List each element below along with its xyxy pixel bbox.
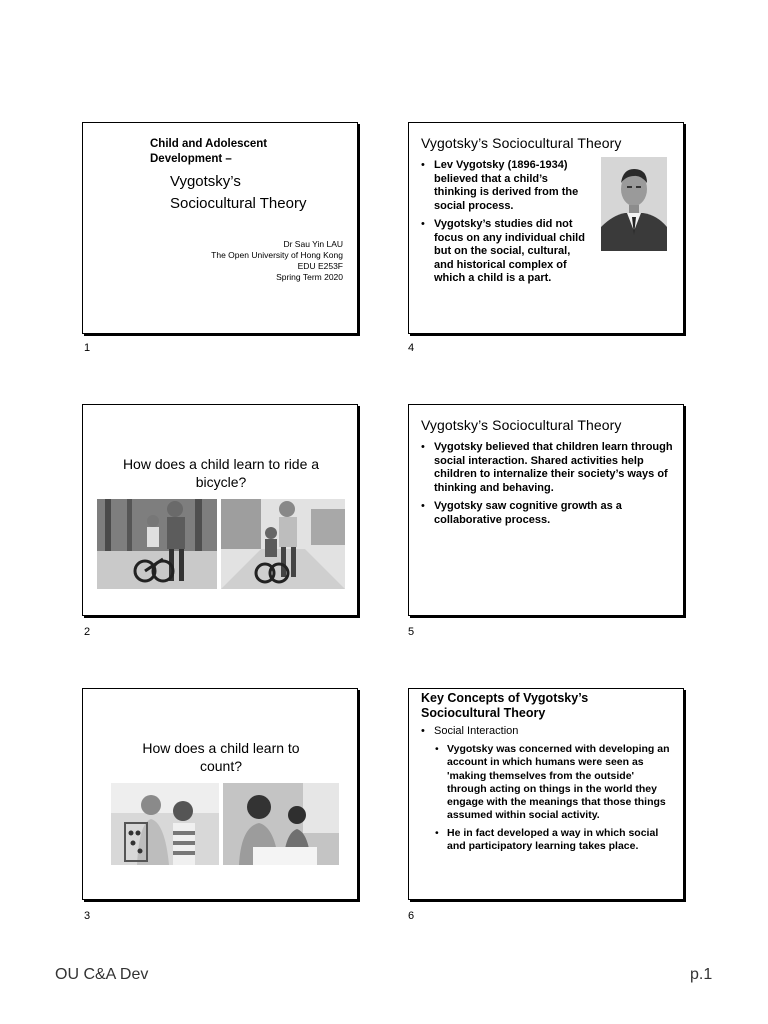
slide-3-question: How does a child learn to count? [142,740,300,774]
bicycle-photo-1 [97,499,217,589]
slide-6-bullets [421,725,675,743]
vygotsky-portrait [601,157,667,251]
slide-4-bullets [421,159,591,291]
slide-5-title: Vygotsky’s Sociocultural Theory [421,417,622,433]
counting-photo-1 [111,783,219,865]
slide-6-sub-bullets [435,743,673,857]
institution: The Open University of Hong Kong [211,250,343,260]
sub-bullet: • Vygotsky was concerned with developing an account in which humans were seen as 'making themselves from the outside' through acting on things in the world they engage with the meanings that those things assumed within social activity. [435,743,673,823]
footer-page-number: p.1 [690,966,713,983]
slide-number-6: 6 [408,910,415,922]
sub-bullet: • He in fact developed a way in which social and participatory learning takes place. [435,827,673,854]
slide-1-credits [211,239,343,283]
slide-number-1: 1 [84,342,91,354]
slide-1-title-line1: Vygotsky’s [170,173,241,190]
author: Dr Sau Yin LAU [283,239,343,249]
slide-2 [82,404,358,616]
slide-1 [82,122,358,334]
slide-6-title [421,691,588,721]
slide-number-3: 3 [84,910,91,922]
slide-6 [408,688,684,900]
slide-number-5: 5 [408,626,415,638]
slide-4 [408,122,684,334]
slide-6-title-line1: Key Concepts of Vygotsky’s [421,691,589,705]
slide-4-title: Vygotsky’s Sociocultural Theory [421,135,622,151]
slide-2-question: How does a child learn to ride a bicycle? [122,456,320,490]
bullet-text: Social Interaction [434,725,519,737]
slide-5-bullets [421,441,673,532]
slide-3 [82,688,358,900]
slide-number-4: 4 [408,342,415,354]
slide-6-title-line2: Sociocultural Theory [421,706,546,720]
footer-left: OU C&A Dev [55,966,149,983]
slide-1-heading: Child and Adolescent Development – [150,138,268,165]
bullet: • Vygotsky saw cognitive growth as a collaborative process. [421,500,673,527]
bicycle-photo-2 [221,499,345,589]
bullet: • Lev Vygotsky (1896-1934) believed that a child’s thinking is derived from the social process. [421,159,591,213]
slide-1-title-line2: Sociocultural Theory [170,195,307,212]
slide-number-2: 2 [84,626,91,638]
slide-5 [408,404,684,616]
bullet: • Vygotsky’s studies did not focus on any individual child but on the social, cultural, and historical complex of which a child is a part. [421,218,591,286]
term: Spring Term 2020 [276,272,343,282]
bullet [421,725,675,739]
course-code: EDU E253F [297,261,343,271]
bullet: • Vygotsky believed that children learn through social interaction. Shared activities help children to internalize their society’s ways of thinking and behaving. [421,441,673,495]
counting-photo-2 [223,783,339,865]
